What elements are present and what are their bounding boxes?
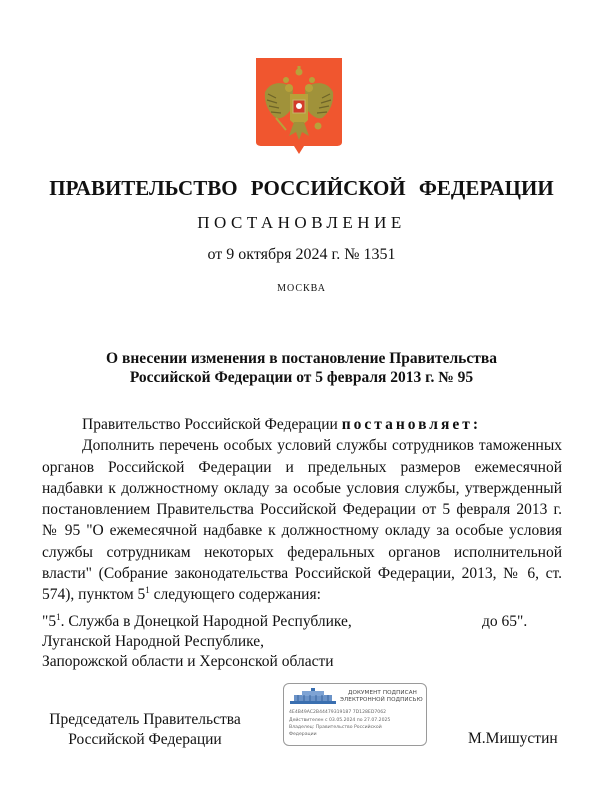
entry-value: до 65".	[482, 613, 528, 630]
main-paragraph	[42, 435, 562, 605]
signer-title-line-2: Российской Федерации	[68, 731, 222, 748]
certificate-number: 4E4B49AC2B44479319187 7D128ED7062	[289, 710, 387, 715]
paragraph-part-1: Дополнить перечень особых условий службы сотрудников таможенных органов Российской Федерации и предельных размеров ежемесячной надбавки к должностному окладу за особые условия службы, утвержденный постановлением Правительства Российской Федерации от 5 февраля 2013 г. № 95 "О ежемесячной надбавке к должностному окладу за особые условия службы сотрудникам некоторых федеральных органов исполнительной власти" (Собрание законодательства Российской Федерации, 2013, № 6, ст. 574), пунктом 5	[42, 437, 562, 604]
government-building-icon	[290, 688, 336, 704]
certificate-owner-line-2: Федерации	[289, 732, 317, 737]
entry-line-1	[42, 612, 462, 632]
paragraph-superscript: 1	[145, 585, 150, 596]
certificate-owner-line-1: Владелец: Правительство Российской	[289, 725, 382, 730]
entry-line-3: Запорожской области и Херсонской области	[42, 653, 334, 670]
stamp-header	[288, 687, 422, 705]
signer-title	[40, 710, 250, 750]
subject-line-1: О внесении изменения в постановление Правительства	[106, 350, 497, 367]
entry-description	[42, 612, 462, 672]
document-date-number: от 9 октября 2024 г. № 1351	[207, 246, 396, 263]
intro-line	[42, 414, 562, 435]
document-city: МОСКВА	[277, 283, 326, 294]
subject-line-2: Российской Федерации от 5 февраля 2013 г. № 95	[129, 369, 474, 386]
electronic-signature-stamp	[283, 683, 427, 746]
entry-line-1-text: . Служба в Донецкой Народной Республике,	[60, 613, 352, 630]
stamp-heading-1: ДОКУМЕНТ ПОДПИСАН	[348, 690, 417, 696]
certificate-validity: Действителен с 03.05.2024 по 27.07.2025	[289, 718, 391, 723]
stamp-heading-2: ЭЛЕКТРОННОЙ ПОДПИСЬЮ	[340, 697, 423, 703]
paragraph-part-2: следующего содержания:	[149, 586, 321, 604]
russian-coat-of-arms-icon	[256, 58, 342, 154]
document-subject	[0, 349, 603, 387]
entry-prefix: "5	[42, 613, 57, 630]
intro-text: Правительство Российской Федерации	[82, 416, 342, 433]
government-name: ПРАВИТЕЛЬСТВО РОССИЙСКОЙ ФЕДЕРАЦИИ	[49, 176, 554, 200]
new-item-entry	[42, 612, 562, 672]
entry-line-2: Луганской Народной Республике,	[42, 633, 265, 650]
signer-name: М.Мишустин	[468, 730, 558, 747]
entry-superscript: 1	[56, 612, 61, 622]
signer-title-line-1: Председатель Правительства	[49, 711, 241, 728]
document-body	[42, 414, 562, 606]
decree-word: постановляет:	[341, 416, 482, 433]
document-type: ПОСТАНОВЛЕНИЕ	[197, 213, 406, 232]
